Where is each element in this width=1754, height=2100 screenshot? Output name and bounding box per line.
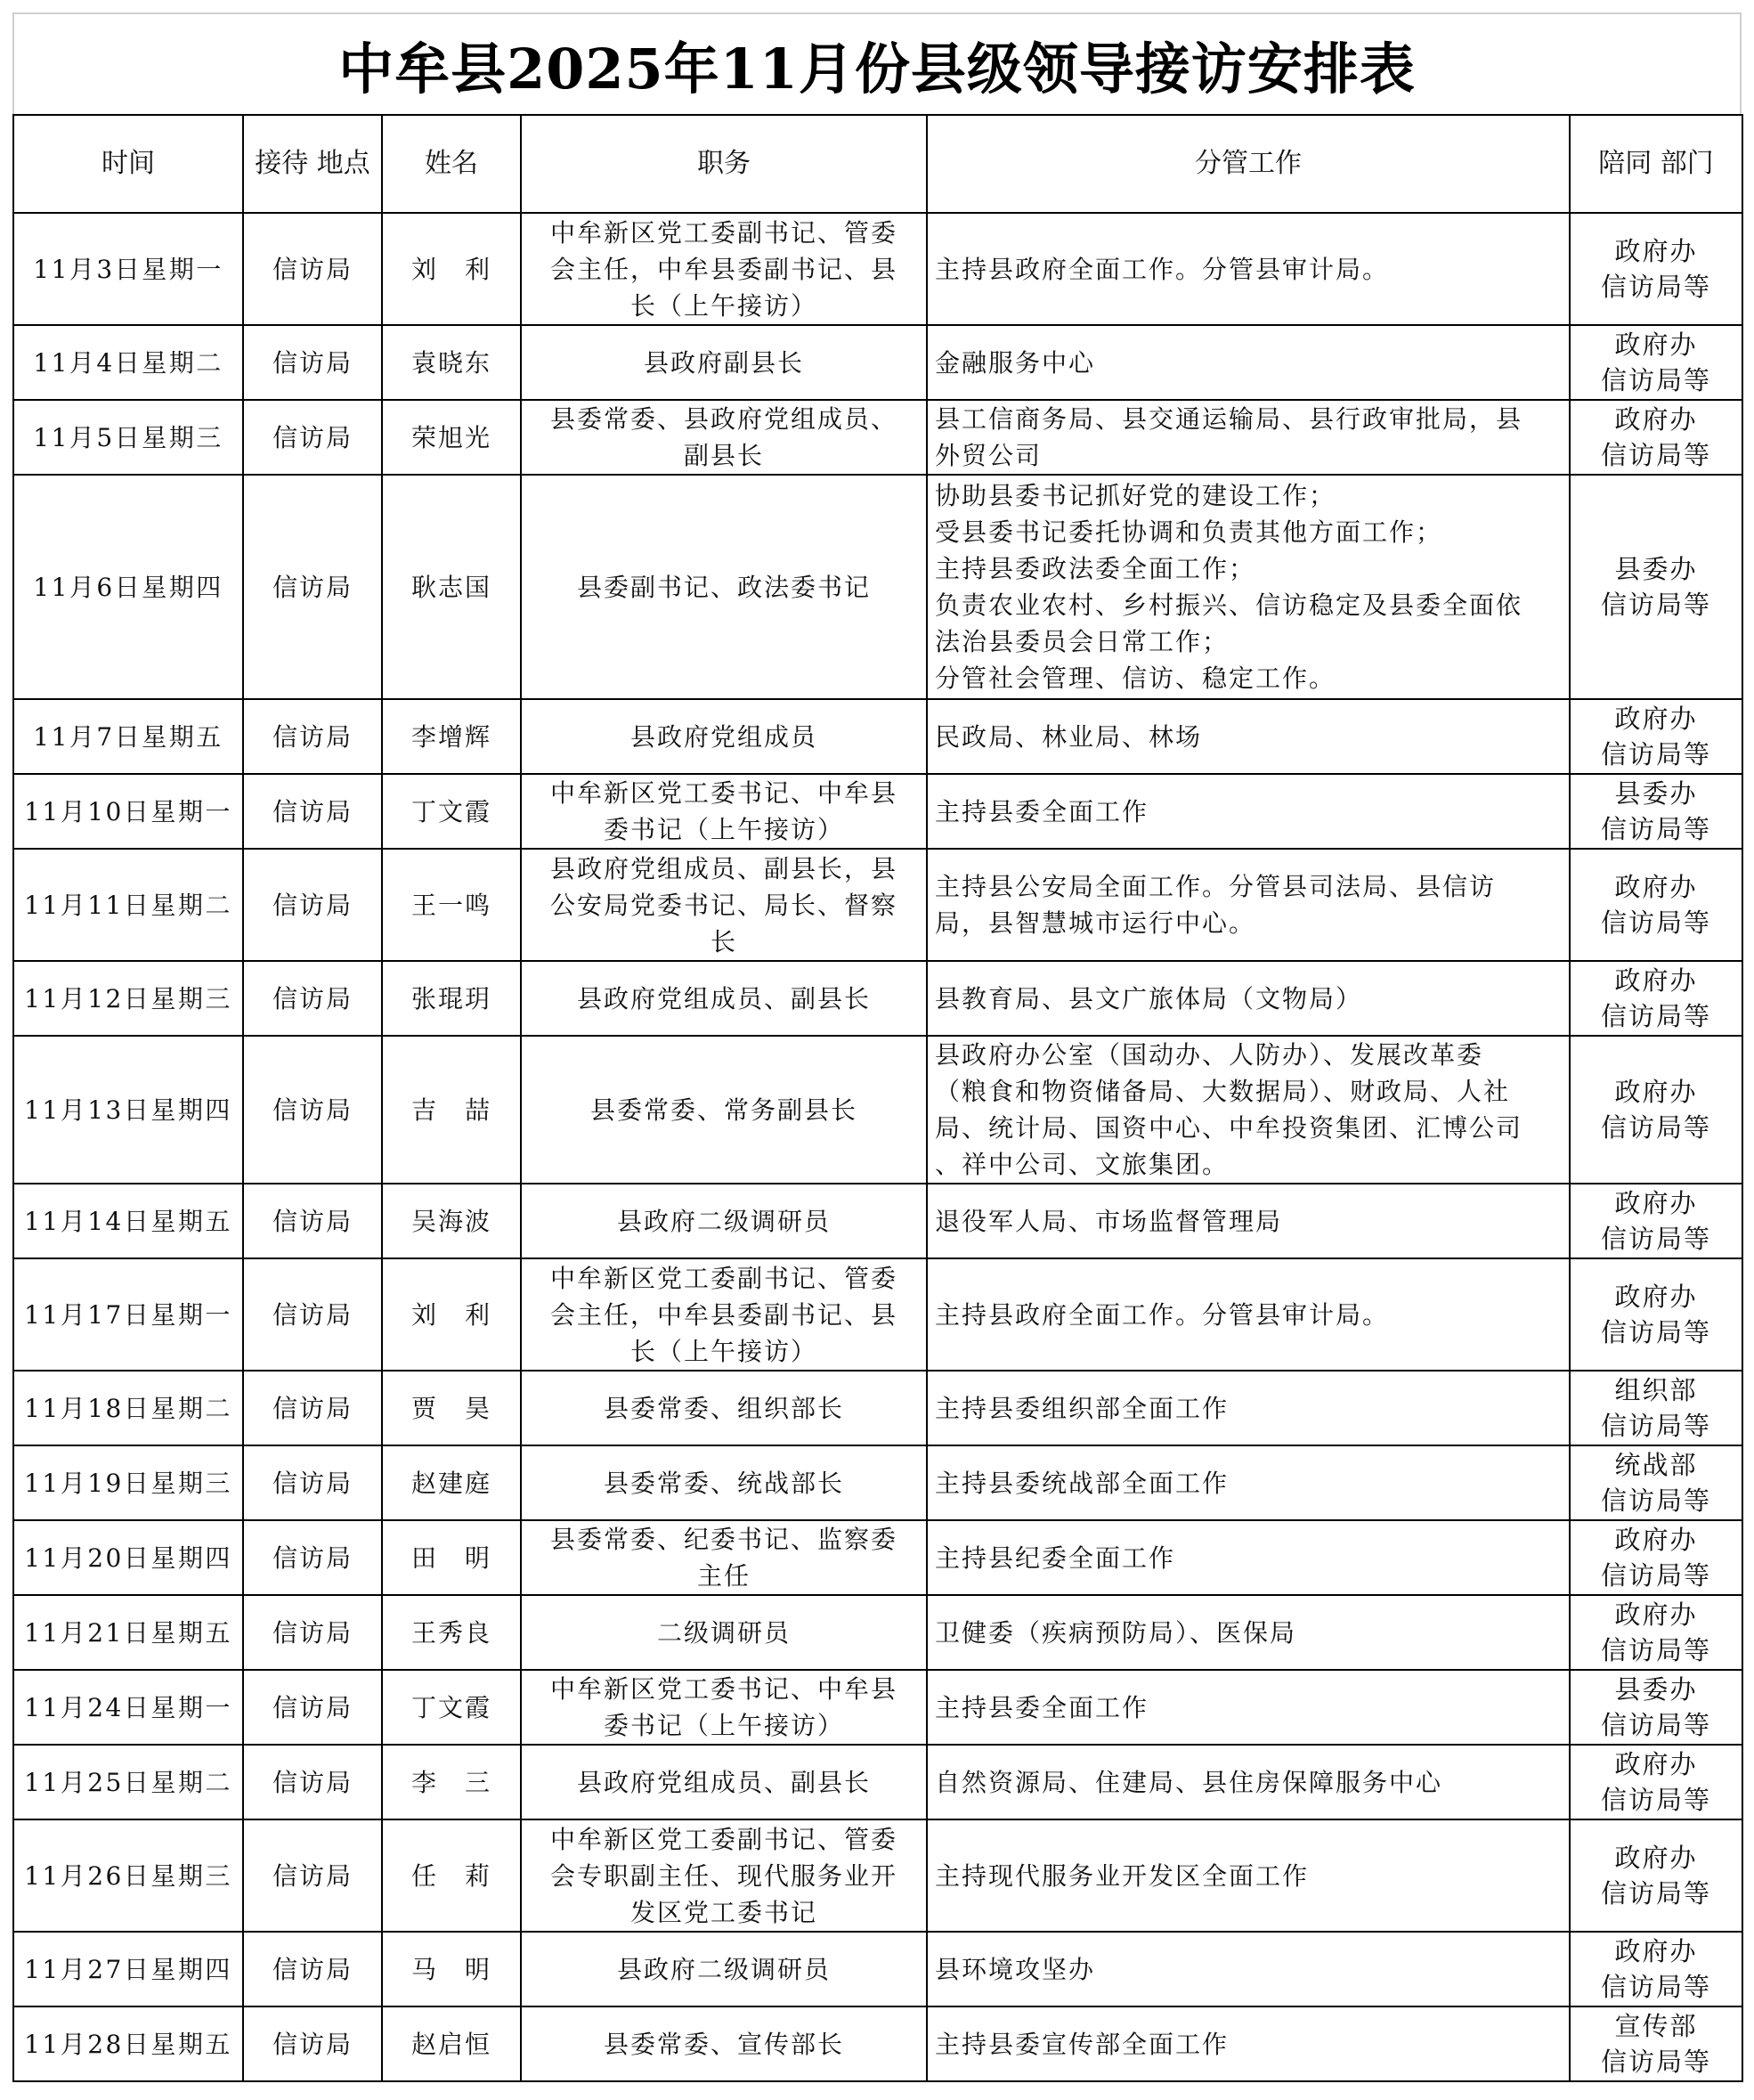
cell-dept-line: 信访局等 <box>1600 1485 1711 1516</box>
cell-work <box>927 1819 1570 1932</box>
table-row <box>13 774 1742 849</box>
cell-position-line: 县政府党组成员、副县长 <box>576 1767 871 1797</box>
cell-position <box>521 475 927 699</box>
cell-dept-line: 政府办 <box>1614 1188 1698 1218</box>
cell-dept-line: 信访局等 <box>1600 1411 1711 1441</box>
table-row <box>13 1932 1742 2006</box>
cell-name: 袁晓东 <box>382 325 521 400</box>
cell-position <box>521 213 927 325</box>
cell-dept-line: 信访局等 <box>1600 1560 1711 1591</box>
cell-location: 信访局 <box>243 1184 382 1258</box>
cell-dept-line: 政府办 <box>1614 1525 1698 1555</box>
cell-work <box>927 1184 1570 1258</box>
cell-position-line: 长 <box>710 926 737 956</box>
table-body <box>13 213 1742 2081</box>
cell-location: 信访局 <box>243 699 382 774</box>
table-row <box>13 1184 1742 1258</box>
cell-dept-line: 组织部 <box>1614 1375 1698 1405</box>
cell-location: 信访局 <box>243 961 382 1036</box>
cell-dept <box>1570 1371 1742 1445</box>
cell-dept-line: 宣传部 <box>1614 2011 1698 2041</box>
cell-work-line: 主持现代服务业开发区全面工作 <box>935 1860 1310 1891</box>
cell-position-line: 会主任，中牟县委副书记、县 <box>549 1299 897 1330</box>
cell-work <box>927 1445 1570 1520</box>
cell-position <box>521 1445 927 1520</box>
cell-position-line: 中牟新区党工委副书记、管委 <box>549 1824 897 1854</box>
cell-work-line: 金融服务中心 <box>935 347 1096 378</box>
cell-dept-line: 政府办 <box>1614 704 1698 734</box>
cell-location: 信访局 <box>243 1445 382 1520</box>
cell-position-line: 县委常委、组织部长 <box>603 1393 844 1423</box>
cell-work <box>927 1670 1570 1745</box>
cell-time: 11月24日星期一 <box>13 1670 243 1745</box>
header-row <box>13 115 1742 213</box>
cell-location: 信访局 <box>243 849 382 961</box>
cell-work <box>927 961 1570 1036</box>
cell-name: 王秀良 <box>382 1595 521 1670</box>
cell-position <box>521 325 927 400</box>
cell-name: 马 明 <box>382 1932 521 2006</box>
cell-name: 刘 利 <box>382 1258 521 1371</box>
cell-position-line: 县委常委、宣传部长 <box>603 2029 844 2059</box>
cell-position-line: 主任 <box>696 1561 751 1591</box>
cell-work-line: 主持县委宣传部全面工作 <box>935 2029 1230 2059</box>
cell-dept-line: 信访局等 <box>1600 1972 1711 2002</box>
cell-dept-line: 信访局等 <box>1600 590 1711 620</box>
cell-dept <box>1570 1520 1742 1595</box>
cell-dept <box>1570 1184 1742 1258</box>
header-dept-line: 部门 <box>1660 148 1714 179</box>
cell-time: 11月11日星期二 <box>13 849 243 961</box>
header-work: 分管工作 <box>927 115 1570 213</box>
cell-work-line: 法治县委员会日常工作； <box>935 627 1230 656</box>
cell-location: 信访局 <box>243 400 382 475</box>
header-position: 职务 <box>521 115 927 213</box>
header-location-line: 接待 <box>255 148 309 179</box>
cell-position-line: 副县长 <box>683 441 764 470</box>
title-box <box>12 12 1742 114</box>
cell-name: 王一鸣 <box>382 849 521 961</box>
table-row <box>13 961 1742 1036</box>
table-row <box>13 2006 1742 2081</box>
table-row <box>13 1819 1742 1932</box>
cell-work <box>927 1595 1570 1670</box>
cell-dept-line: 信访局等 <box>1600 272 1711 302</box>
cell-dept-line: 政府办 <box>1614 404 1698 435</box>
cell-dept <box>1570 1670 1742 1745</box>
cell-dept <box>1570 774 1742 849</box>
cell-location: 信访局 <box>243 1371 382 1445</box>
cell-time: 11月19日星期三 <box>13 1445 243 1520</box>
cell-location: 信访局 <box>243 475 382 699</box>
cell-time: 11月3日星期一 <box>13 213 243 325</box>
table-row <box>13 1371 1742 1445</box>
cell-dept <box>1570 1258 1742 1371</box>
cell-dept-line: 县委办 <box>1614 554 1698 584</box>
cell-name: 丁文霞 <box>382 774 521 849</box>
cell-work-line: 主持县政府全面工作。分管县审计局。 <box>935 254 1390 284</box>
cell-location: 信访局 <box>243 213 382 325</box>
cell-dept-line: 统战部 <box>1614 1450 1698 1480</box>
cell-dept-line: 政府办 <box>1614 1282 1698 1312</box>
table-row <box>13 475 1742 699</box>
cell-position <box>521 2006 927 2081</box>
cell-name: 李增辉 <box>382 699 521 774</box>
cell-dept <box>1570 1932 1742 2006</box>
cell-work <box>927 400 1570 475</box>
cell-position <box>521 961 927 1036</box>
cell-dept <box>1570 1819 1742 1932</box>
cell-position-line: 县政府副县长 <box>643 347 804 378</box>
table-row <box>13 1745 1742 1819</box>
header-time: 时间 <box>13 115 243 213</box>
cell-position-line: 会主任，中牟县委副书记、县 <box>549 254 897 284</box>
table-row <box>13 849 1742 961</box>
table-row <box>13 1258 1742 1371</box>
cell-time: 11月17日星期一 <box>13 1258 243 1371</box>
cell-dept-line: 政府办 <box>1614 236 1698 266</box>
cell-position <box>521 699 927 774</box>
table-row <box>13 1595 1742 1670</box>
table-row <box>13 213 1742 325</box>
cell-work-line: 县工信商务局、县交通运输局、县行政审批局，县 <box>935 404 1523 434</box>
cell-name: 李 三 <box>382 1745 521 1819</box>
cell-work <box>927 699 1570 774</box>
cell-position-line: 中牟新区党工委副书记、管委 <box>549 217 897 248</box>
cell-dept-line: 政府办 <box>1614 1077 1698 1107</box>
cell-position-line: 中牟新区党工委副书记、管委 <box>549 1263 897 1293</box>
cell-position <box>521 1595 927 1670</box>
cell-location: 信访局 <box>243 774 382 849</box>
cell-location: 信访局 <box>243 1036 382 1184</box>
cell-position-line: 县委副书记、政法委书记 <box>576 572 871 602</box>
table-row <box>13 1036 1742 1184</box>
cell-work-line: 退役军人局、市场监督管理局 <box>935 1206 1283 1236</box>
cell-dept <box>1570 1595 1742 1670</box>
cell-position-line: 县政府党组成员、副县长，县 <box>549 853 897 883</box>
cell-dept-line: 信访局等 <box>1600 1317 1711 1347</box>
cell-position-line: 长（上午接访） <box>629 290 817 321</box>
cell-name: 吴海波 <box>382 1184 521 1258</box>
cell-work-line: 主持县委全面工作 <box>935 1692 1149 1722</box>
cell-dept <box>1570 961 1742 1036</box>
cell-time: 11月26日星期三 <box>13 1819 243 1932</box>
cell-work-line: 主持县委统战部全面工作 <box>935 1468 1230 1498</box>
cell-dept <box>1570 400 1742 475</box>
header-name: 姓名 <box>382 115 521 213</box>
cell-time: 11月27日星期四 <box>13 1932 243 2006</box>
cell-dept-line: 政府办 <box>1614 1936 1698 1966</box>
cell-position <box>521 1036 927 1184</box>
cell-position-line: 公安局党委书记、局长、督察 <box>549 890 897 920</box>
cell-work-line: 局、统计局、国资中心、中牟投资集团、汇博公司 <box>935 1113 1523 1143</box>
cell-dept <box>1570 1036 1742 1184</box>
cell-position <box>521 400 927 475</box>
cell-name: 刘 利 <box>382 213 521 325</box>
cell-location: 信访局 <box>243 1258 382 1371</box>
cell-time: 11月12日星期三 <box>13 961 243 1036</box>
cell-name: 荣旭光 <box>382 400 521 475</box>
cell-name: 赵建庭 <box>382 1445 521 1520</box>
cell-position-line: 会专职副主任、现代服务业开 <box>549 1860 897 1891</box>
cell-work-line: 局，县智慧城市运行中心。 <box>935 908 1256 938</box>
cell-dept-line: 政府办 <box>1614 1749 1698 1779</box>
cell-name: 耿志国 <box>382 475 521 699</box>
header-dept-line: 陪同 <box>1598 148 1652 179</box>
cell-time: 11月28日星期五 <box>13 2006 243 2081</box>
header-location-line: 地点 <box>316 148 370 179</box>
cell-dept-line: 政府办 <box>1614 330 1698 360</box>
cell-position <box>521 1520 927 1595</box>
cell-dept <box>1570 475 1742 699</box>
cell-dept <box>1570 1745 1742 1819</box>
cell-work-line: 卫健委（疾病预防局）、医保局 <box>935 1617 1297 1648</box>
cell-work <box>927 849 1570 961</box>
cell-work-line: 主持县公安局全面工作。分管县司法局、县信访 <box>935 872 1497 901</box>
cell-dept-line: 信访局等 <box>1600 365 1711 395</box>
cell-position <box>521 1670 927 1745</box>
cell-dept-line: 信访局等 <box>1600 1710 1711 1740</box>
cell-position-line: 委书记（上午接访） <box>603 815 844 844</box>
cell-work-line: 外贸公司 <box>935 441 1043 470</box>
cell-dept-line: 信访局等 <box>1600 1878 1711 1909</box>
cell-work <box>927 1036 1570 1184</box>
cell-location: 信访局 <box>243 2006 382 2081</box>
cell-position <box>521 1745 927 1819</box>
cell-dept-line: 政府办 <box>1614 1843 1698 1873</box>
cell-dept-line: 信访局等 <box>1600 1785 1711 1815</box>
cell-work <box>927 1520 1570 1595</box>
table-row <box>13 1520 1742 1595</box>
cell-work-line: 县教育局、县文广旅体局（文物局） <box>935 983 1363 1013</box>
cell-position-line: 中牟新区党工委书记、中牟县 <box>549 1674 897 1704</box>
cell-work-line: 自然资源局、住建局、县住房保障服务中心 <box>935 1767 1443 1797</box>
cell-position-line: 长（上午接访） <box>629 1336 817 1366</box>
cell-name: 任 莉 <box>382 1819 521 1932</box>
cell-name: 贾 昊 <box>382 1371 521 1445</box>
cell-name: 张琨玥 <box>382 961 521 1036</box>
cell-position-line: 发区党工委书记 <box>629 1897 817 1927</box>
cell-position-line: 县委常委、县政府党组成员、 <box>549 404 897 434</box>
cell-dept <box>1570 699 1742 774</box>
cell-work-line: 主持县委全面工作 <box>935 796 1149 826</box>
cell-work-line: 受县委书记委托协调和负责其他方面工作； <box>935 517 1443 547</box>
cell-position-line: 县委常委、纪委书记、监察委 <box>549 1525 897 1554</box>
cell-work <box>927 1745 1570 1819</box>
page-title: 中牟县2025年11月份县级领导接访安排表 <box>338 36 1416 102</box>
table-row <box>13 1670 1742 1745</box>
schedule-table <box>12 114 1743 2082</box>
cell-work <box>927 475 1570 699</box>
cell-dept-line: 信访局等 <box>1600 440 1711 470</box>
cell-work <box>927 213 1570 325</box>
cell-position-line: 县委常委、常务副县长 <box>589 1095 857 1125</box>
cell-dept <box>1570 849 1742 961</box>
cell-work-line: 主持县政府全面工作。分管县审计局。 <box>935 1299 1390 1330</box>
cell-work <box>927 325 1570 400</box>
cell-time: 11月5日星期三 <box>13 400 243 475</box>
cell-dept-line: 县委办 <box>1614 1674 1698 1705</box>
cell-work-line: 县政府办公室（国动办、人防办）、发展改革委 <box>935 1040 1484 1070</box>
cell-dept-line: 信访局等 <box>1600 814 1711 844</box>
cell-time: 11月18日星期二 <box>13 1371 243 1445</box>
cell-dept <box>1570 2006 1742 2081</box>
cell-time: 11月14日星期五 <box>13 1184 243 1258</box>
cell-location: 信访局 <box>243 1819 382 1932</box>
cell-time: 11月6日星期四 <box>13 475 243 699</box>
cell-position-line: 县政府二级调研员 <box>616 1206 831 1236</box>
cell-dept <box>1570 213 1742 325</box>
table-row <box>13 1445 1742 1520</box>
cell-position <box>521 1258 927 1371</box>
cell-position <box>521 1371 927 1445</box>
cell-dept <box>1570 325 1742 400</box>
cell-location: 信访局 <box>243 1932 382 2006</box>
table-row <box>13 699 1742 774</box>
cell-dept-line: 政府办 <box>1614 872 1698 902</box>
cell-dept-line: 县委办 <box>1614 778 1698 809</box>
cell-time: 11月25日星期二 <box>13 1745 243 1819</box>
cell-work-line: 协助县委书记抓好党的建设工作； <box>935 481 1336 510</box>
cell-position <box>521 774 927 849</box>
cell-position-line: 县政府二级调研员 <box>616 1954 831 1984</box>
cell-work-line: （粮食和物资储备局、大数据局）、财政局、人社 <box>935 1077 1511 1106</box>
cell-position-line: 县政府党组成员、副县长 <box>576 983 871 1013</box>
table-row <box>13 325 1742 400</box>
cell-name: 丁文霞 <box>382 1670 521 1745</box>
cell-work-line: 负责农业农村、乡村振兴、信访稳定及县委全面依 <box>935 590 1523 620</box>
cell-location: 信访局 <box>243 1670 382 1745</box>
cell-work-line: 、祥中公司、文旅集团。 <box>935 1150 1230 1179</box>
table-row <box>13 400 1742 475</box>
cell-work <box>927 1932 1570 2006</box>
cell-name: 吉 喆 <box>382 1036 521 1184</box>
cell-location: 信访局 <box>243 325 382 400</box>
cell-time: 11月7日星期五 <box>13 699 243 774</box>
cell-time: 11月21日星期五 <box>13 1595 243 1670</box>
cell-dept-line: 信访局等 <box>1600 1112 1711 1143</box>
cell-work-line: 主持县委政法委全面工作； <box>935 554 1256 583</box>
cell-work-line: 民政局、林业局、林场 <box>935 721 1203 752</box>
cell-position-line: 县委常委、统战部长 <box>603 1468 844 1498</box>
cell-dept <box>1570 1445 1742 1520</box>
cell-work-line: 主持县纪委全面工作 <box>935 1542 1176 1573</box>
cell-location: 信访局 <box>243 1520 382 1595</box>
cell-time: 11月10日星期一 <box>13 774 243 849</box>
cell-time: 11月20日星期四 <box>13 1520 243 1595</box>
cell-dept-line: 信访局等 <box>1600 739 1711 769</box>
cell-dept-line: 信访局等 <box>1600 1635 1711 1665</box>
cell-work <box>927 1371 1570 1445</box>
cell-dept-line: 信访局等 <box>1600 1001 1711 1031</box>
cell-position-line: 委书记（上午接访） <box>603 1711 844 1740</box>
cell-time: 11月4日星期二 <box>13 325 243 400</box>
cell-name: 赵启恒 <box>382 2006 521 2081</box>
cell-work <box>927 1258 1570 1371</box>
cell-name: 田 明 <box>382 1520 521 1595</box>
cell-work-line: 分管社会管理、信访、稳定工作。 <box>935 663 1336 693</box>
cell-dept-line: 政府办 <box>1614 1599 1698 1630</box>
schedule-sheet <box>12 12 1742 2082</box>
cell-position-line: 县政府党组成员 <box>629 721 817 752</box>
cell-work <box>927 774 1570 849</box>
cell-work-line: 县环境攻坚办 <box>935 1954 1096 1984</box>
cell-work <box>927 2006 1570 2081</box>
header-location <box>243 115 382 213</box>
cell-dept-line: 信访局等 <box>1600 1224 1711 1254</box>
cell-time: 11月13日星期四 <box>13 1036 243 1184</box>
cell-work-line: 主持县委组织部全面工作 <box>935 1393 1230 1423</box>
cell-position <box>521 1819 927 1932</box>
cell-position <box>521 849 927 961</box>
cell-location: 信访局 <box>243 1595 382 1670</box>
cell-position <box>521 1184 927 1258</box>
header-dept <box>1570 115 1742 213</box>
cell-position-line: 中牟新区党工委书记、中牟县 <box>549 778 897 808</box>
cell-location: 信访局 <box>243 1745 382 1819</box>
cell-position <box>521 1932 927 2006</box>
cell-dept-line: 政府办 <box>1614 965 1698 996</box>
cell-dept-line: 信访局等 <box>1600 908 1711 938</box>
cell-position-line: 二级调研员 <box>656 1617 791 1648</box>
cell-dept-line: 信访局等 <box>1600 2047 1711 2077</box>
